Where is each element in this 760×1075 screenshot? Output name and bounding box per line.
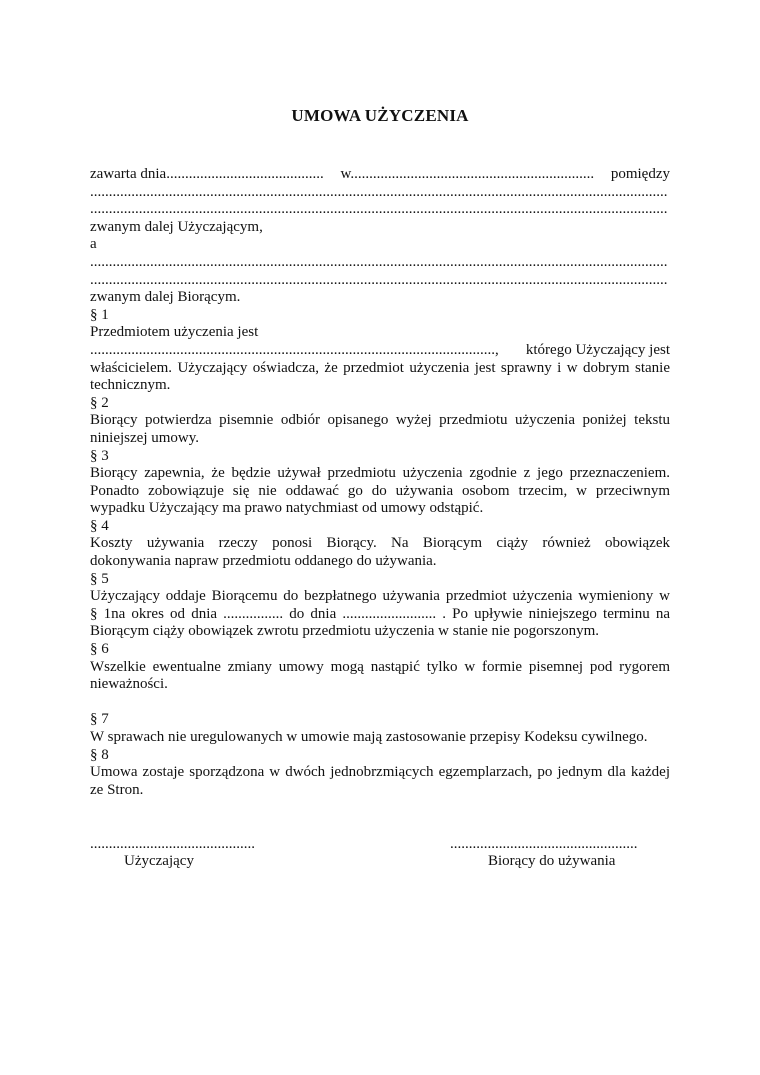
borrower-signature-line: .................................................. <box>450 836 638 852</box>
section-7-heading: § 7 <box>90 711 109 728</box>
section-8-heading: § 8 <box>90 746 109 763</box>
intro-line <box>90 166 670 184</box>
and-text: a <box>90 236 97 253</box>
section-2-heading: § 2 <box>90 394 109 411</box>
document-body <box>90 166 670 799</box>
blank-line-2: .......................................................................................................................................................... <box>90 201 668 218</box>
blank-line-1: .......................................................................................................................................................... <box>90 183 668 200</box>
section-7-line: W sprawach nie uregulowanych w umowie mają zastosowanie przepisy Kodeksu cywilnego. <box>90 729 648 745</box>
lender-text: zwanym dalej Użyczającym, <box>90 218 263 235</box>
lender-signature-block <box>90 836 270 870</box>
section-3-heading: § 3 <box>90 447 109 464</box>
section-5-line: § 1na okres od dnia ................ do dnia ......................... . Po upływie niniejszego terminu na <box>90 605 670 622</box>
subject-blank-text: ............................................................................................................, <box>90 341 499 358</box>
section-4-heading: § 4 <box>90 517 109 534</box>
blank-line-4: .......................................................................................................................................................... <box>90 271 668 288</box>
section-3-line: Biorący zapewnia, że będzie używał przedmiotu użyczenia zgodnie z jego przeznaczeniem. <box>90 465 670 482</box>
lender-signature-line: ............................................ <box>90 836 255 852</box>
section-1-heading: § 1 <box>90 306 109 323</box>
document-title: UMOWA UŻYCZENIA <box>291 106 469 125</box>
lender-signature-label: Użyczający <box>124 853 194 869</box>
section-4-line: Koszty używania rzeczy ponosi Biorący. Na Biorącym ciąży również obowiązek <box>90 535 670 552</box>
section-3-line: Ponadto zobowiązuje się nie oddawać go do używania osobom trzecim, w przeciwnym <box>90 482 670 499</box>
between-text: pomiędzy <box>610 166 670 182</box>
borrower-text: zwanym dalej Biorącym. <box>90 289 241 306</box>
section-5-line: Biorącym ciąży obowiązek zwrotu przedmiotu użyczenia w stanie nie pogorszonym. <box>90 623 599 640</box>
section-5-line: Użyczający oddaje Biorącemu do bezpłatnego używania przedmiot użyczenia wymieniony w <box>90 588 670 605</box>
section-8-line: Umowa zostaje sporządzona w dwóch jednobrzmiących egzemplarzach, po jednym dla każdej <box>90 764 670 781</box>
blank-gap <box>90 694 670 712</box>
borrower-signature-label: Biorący do używania <box>488 853 616 869</box>
section-1-line: technicznym. <box>90 377 171 394</box>
section-8-line: ze Stron. <box>90 781 144 798</box>
section-1-line: właścicielem. Użyczający oświadcza, że przedmiot użyczenia jest sprawny i w dobrym stanie <box>90 359 670 376</box>
section-1-line: Przedmiotem użyczenia jest <box>90 324 259 341</box>
borrower-signature-block <box>450 836 650 870</box>
date-field-text: zawarta dnia.......................................... <box>90 166 324 182</box>
section-6-heading: § 6 <box>90 641 109 658</box>
blank-line-3: .......................................................................................................................................................... <box>90 253 668 270</box>
section-6-line: nieważności. <box>90 676 168 693</box>
section-1-line <box>90 342 670 360</box>
section-2-line: niniejszej umowy. <box>90 429 200 446</box>
section-5-heading: § 5 <box>90 570 109 587</box>
section-3-line: wypadku Użyczający ma prawo natychmiast od umowy odstąpić. <box>90 500 484 517</box>
place-field-text: w................................................................. <box>340 166 595 182</box>
section-4-line: dokonywania napraw przedmiotu oddanego do używania. <box>90 553 437 570</box>
section-6-line: Wszelkie ewentualne zmiany umowy mogą nastąpić tylko w formie pisemnej pod rygorem <box>90 658 670 675</box>
section-1-line-rest: którego Użyczający jest <box>525 341 670 358</box>
section-2-line: Biorący potwierdza pisemnie odbiór opisanego wyżej przedmiotu użyczenia poniżej tekstu <box>90 412 670 429</box>
